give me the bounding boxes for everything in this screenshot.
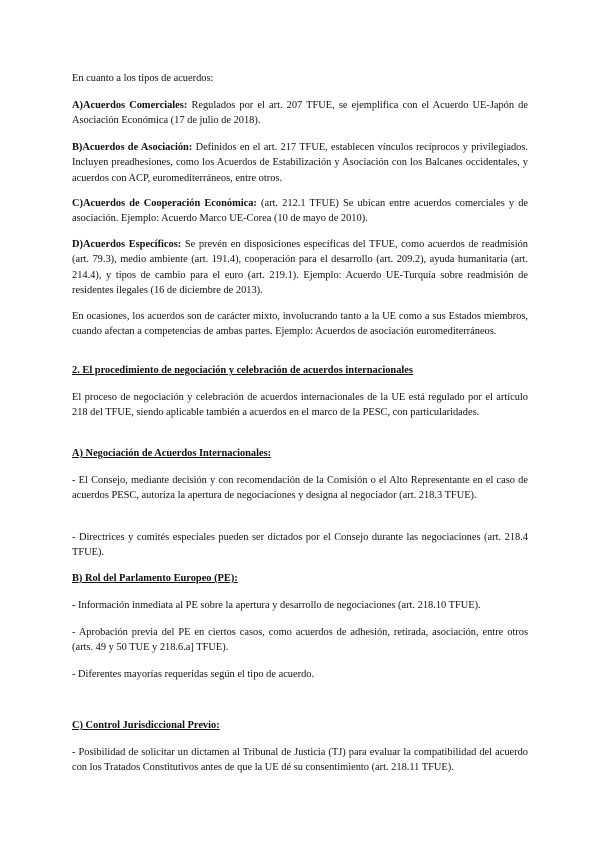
intro-paragraph: En cuanto a los tipos de acuerdos:: [72, 73, 214, 84]
type-c-paragraph: [72, 196, 528, 227]
sub-a-heading: A) Negociación de Acuerdos Internacionales:: [72, 448, 272, 459]
type-b-label: B)Acuerdos de Asociación:: [72, 142, 193, 153]
type-b-text: Definidos en el art. 217 TFUE, establecen vínculos recíprocos y privilegiados. Incluyen preadhesiones, como los Acuerdos de Estabilización y Asociación con los Balcanes occidentales, y acuerdos con ACP, euromediterráneos, entre otros.: [72, 142, 528, 184]
mixed-agreements-paragraph: En ocasiones, los acuerdos son de carácter mixto, involucrando tanto a la UE como a sus Estados miembros, cuando afectan a competencias de ambas partes. Ejemplo: Acuerdos de asociación euromediterráneos.: [72, 311, 528, 338]
type-b-paragraph: [72, 140, 528, 186]
type-c-label: C)Acuerdos de Cooperación Económica:: [72, 198, 257, 209]
type-a-text: Regulados por el art. 207 TFUE, se ejemplifica con el Acuerdo UE-Japón de Asociación Económica (17 de julio de 2018).: [72, 100, 528, 127]
type-d-label: D)Acuerdos Específicos:: [72, 239, 182, 250]
type-a-paragraph: [72, 98, 528, 129]
type-d-paragraph: [72, 237, 528, 298]
section2-intro-paragraph: El proceso de negociación y celebración de acuerdos internacionales de la UE está regulado por el artículo 218 del TFUE, siendo aplicable también a acuerdos en el marco de la PESC, con particularidades.: [72, 392, 528, 419]
type-a-label: A)Acuerdos Comerciales:: [72, 100, 188, 111]
sub-b-item-1: - Información inmediata al PE sobre la apertura y desarrollo de negociaciones (art. 218.10 TFUE).: [72, 600, 481, 611]
sub-b-item-3: - Diferentes mayorías requeridas según el tipo de acuerdo.: [72, 669, 315, 680]
sub-a-item-1: - El Consejo, mediante decisión y con recomendación de la Comisión o el Alto Representante en el caso de acuerdos PESC, autoriza la apertura de negociaciones y designa al negociador (art. 218.3 TFUE).: [72, 475, 528, 502]
sub-c-heading: C) Control Jurisdiccional Previo:: [72, 720, 220, 731]
section2-heading: 2. El procedimiento de negociación y celebración de acuerdos internacionales: [72, 365, 413, 376]
sub-c-item-1: - Posibilidad de solicitar un dictamen al Tribunal de Justicia (TJ) para evaluar la compatibilidad del acuerdo con los Tratados Constitutivos antes de que la UE dé su consentimiento (art. 218.11 TFUE).: [72, 747, 528, 774]
sub-b-heading: B) Rol del Parlamento Europeo (PE):: [72, 573, 238, 584]
type-c-text: (art. 212.1 TFUE) Se ubican entre acuerdos comerciales y de asociación. Ejemplo: Acuerdo Marco UE-Corea (10 de mayo de 2010).: [72, 198, 528, 225]
sub-b-item-2: - Aprobación previa del PE en ciertos casos, como acuerdos de adhesión, retirada, asociación, entre otros (arts. 49 y 50 TUE y 218.6.a] TFUE).: [72, 627, 528, 654]
sub-a-item-2: - Directrices y comités especiales pueden ser dictados por el Consejo durante las negociaciones (art. 218.4 TFUE).: [72, 532, 528, 559]
type-d-text: Se prevén en disposiciones específicas del TFUE, como acuerdos de readmisión (art. 79.3), medio ambiente (art. 191.4), cooperación para el desarrollo (art. 209.2), ayuda humanitaria (art. 214.4), y tipos de cambio para el euro (art. 219.1). Ejemplo: Acuerdo UE-Turquía sobre readmisión de residentes ilegales (16 de diciembre de 2013).: [72, 239, 528, 296]
